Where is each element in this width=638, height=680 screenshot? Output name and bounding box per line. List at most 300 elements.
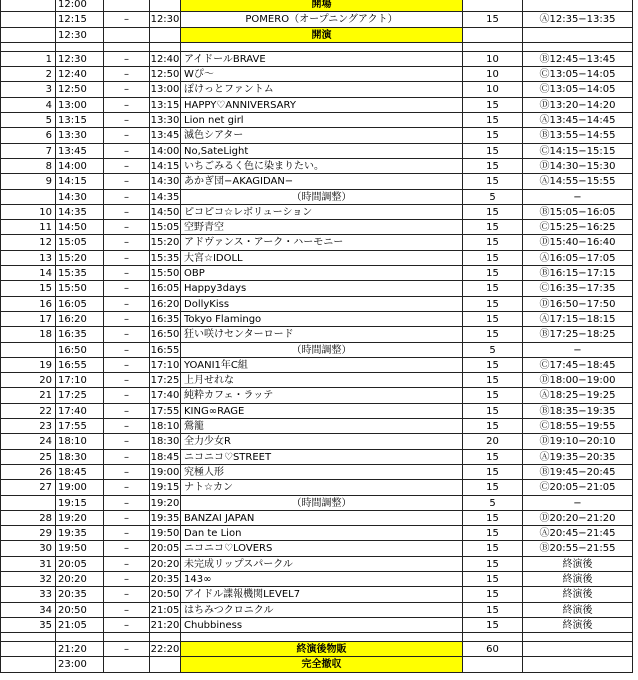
performer-name-cell: 狂い咲けセンターロード bbox=[181, 327, 463, 342]
merch-slot-cell: Ⓓ14:30−15:30 bbox=[523, 159, 633, 174]
performer-name-cell: いちごみるく色に染まりたい。 bbox=[181, 159, 463, 174]
duration-cell: 15 bbox=[463, 220, 523, 235]
end-time-cell: 15:20 bbox=[150, 235, 181, 250]
performer-name-cell: DollyKiss bbox=[181, 297, 463, 312]
duration-cell: 5 bbox=[463, 343, 523, 358]
timetable-row bbox=[0, 98, 638, 113]
duration-cell: 15 bbox=[463, 603, 523, 618]
spacer-row bbox=[0, 43, 638, 52]
merch-slot-cell: 終演後 bbox=[523, 603, 633, 618]
end-time-cell: 18:10 bbox=[150, 419, 181, 434]
merch-slot-cell: Ⓑ12:45−13:45 bbox=[523, 52, 633, 67]
merch-slot-cell: Ⓒ18:55−19:55 bbox=[523, 419, 633, 434]
row-number-cell: 14 bbox=[0, 266, 56, 281]
dash-cell: – bbox=[104, 113, 150, 128]
timetable-row bbox=[0, 587, 638, 602]
timetable-row bbox=[0, 434, 638, 449]
duration-cell bbox=[463, 28, 523, 43]
merch-slot-cell: 終演後 bbox=[523, 557, 633, 572]
row-number-cell: 5 bbox=[0, 113, 56, 128]
start-time-cell: 14:35 bbox=[56, 205, 104, 220]
end-time-cell: 13:30 bbox=[150, 113, 181, 128]
performer-name-cell: 開演 bbox=[181, 28, 463, 43]
merch-slot-cell: Ⓑ15:05−16:05 bbox=[523, 205, 633, 220]
merch-slot-cell: Ⓒ13:05−14:05 bbox=[523, 82, 633, 97]
start-time-cell: 12:40 bbox=[56, 67, 104, 82]
duration-cell: 15 bbox=[463, 572, 523, 587]
timetable-row bbox=[0, 404, 638, 419]
dash-cell: – bbox=[104, 404, 150, 419]
duration-cell: 15 bbox=[463, 312, 523, 327]
duration-cell: 20 bbox=[463, 434, 523, 449]
performer-name-cell: 全力少女R bbox=[181, 434, 463, 449]
duration-cell: 15 bbox=[463, 266, 523, 281]
performer-name-cell: （時間調整） bbox=[181, 496, 463, 511]
empty-cell bbox=[104, 43, 150, 52]
merch-slot-cell bbox=[523, 642, 633, 657]
performer-name-cell: 滅色シアター bbox=[181, 128, 463, 143]
duration-cell: 5 bbox=[463, 496, 523, 511]
start-time-cell: 18:30 bbox=[56, 450, 104, 465]
merch-slot-cell: − bbox=[523, 496, 633, 511]
start-time-cell: 12:30 bbox=[56, 52, 104, 67]
duration-cell: 15 bbox=[463, 205, 523, 220]
timetable-row bbox=[0, 251, 638, 266]
duration-cell: 10 bbox=[463, 52, 523, 67]
timetable-row bbox=[0, 388, 638, 403]
dash-cell: – bbox=[104, 419, 150, 434]
performer-name-cell: Dan te Lion bbox=[181, 526, 463, 541]
timetable-row bbox=[0, 144, 638, 159]
merch-slot-cell: Ⓑ16:15−17:15 bbox=[523, 266, 633, 281]
row-number-cell: 10 bbox=[0, 205, 56, 220]
duration-cell: 15 bbox=[463, 98, 523, 113]
row-number-cell: 19 bbox=[0, 358, 56, 373]
duration-cell: 15 bbox=[463, 297, 523, 312]
end-time-cell: 19:00 bbox=[150, 465, 181, 480]
row-number-cell bbox=[0, 343, 56, 358]
dash-cell: – bbox=[104, 480, 150, 495]
performer-name-cell: アイドールBRAVE bbox=[181, 52, 463, 67]
dash-cell: – bbox=[104, 557, 150, 572]
dash-cell: – bbox=[104, 144, 150, 159]
empty-cell bbox=[523, 633, 633, 642]
dash-cell: – bbox=[104, 526, 150, 541]
merch-slot-cell: Ⓓ18:00−19:00 bbox=[523, 373, 633, 388]
performer-name-cell: Happy3days bbox=[181, 281, 463, 296]
empty-cell bbox=[150, 633, 181, 642]
duration-cell: 15 bbox=[463, 113, 523, 128]
merch-slot-cell: 終演後 bbox=[523, 587, 633, 602]
dash-cell: – bbox=[104, 373, 150, 388]
row-number-cell: 3 bbox=[0, 82, 56, 97]
duration-cell: 15 bbox=[463, 144, 523, 159]
performer-name-cell: はちみつクロニクル bbox=[181, 603, 463, 618]
duration-cell: 10 bbox=[463, 67, 523, 82]
row-number-cell: 34 bbox=[0, 603, 56, 618]
end-time-cell: 20:35 bbox=[150, 572, 181, 587]
dash-cell: – bbox=[104, 343, 150, 358]
timetable-row bbox=[0, 174, 638, 189]
end-time-cell: 21:05 bbox=[150, 603, 181, 618]
start-time-cell: 12:50 bbox=[56, 82, 104, 97]
merch-slot-cell: Ⓓ16:50−17:50 bbox=[523, 297, 633, 312]
end-time-cell: 19:20 bbox=[150, 496, 181, 511]
timetable-row bbox=[0, 52, 638, 67]
row-number-cell: 9 bbox=[0, 174, 56, 189]
duration-cell: 15 bbox=[463, 373, 523, 388]
duration-cell: 60 bbox=[463, 642, 523, 657]
spacer-row bbox=[0, 633, 638, 642]
row-number-cell: 16 bbox=[0, 297, 56, 312]
row-number-cell: 2 bbox=[0, 67, 56, 82]
start-time-cell: 20:05 bbox=[56, 557, 104, 572]
timetable-row bbox=[0, 603, 638, 618]
performer-name-cell: アドヴァンス・アーク・ハーモニー bbox=[181, 235, 463, 250]
empty-cell bbox=[181, 43, 463, 52]
start-time-cell: 19:15 bbox=[56, 496, 104, 511]
performer-name-cell: BANZAI JAPAN bbox=[181, 511, 463, 526]
performer-name-cell: あかぎ団−AKAGIDAN− bbox=[181, 174, 463, 189]
timetable-row bbox=[0, 465, 638, 480]
performer-name-cell: Lion net girl bbox=[181, 113, 463, 128]
merch-slot-cell: 終演後 bbox=[523, 572, 633, 587]
timetable-row bbox=[0, 235, 638, 250]
end-time-cell: 13:00 bbox=[150, 82, 181, 97]
timetable-row bbox=[0, 266, 638, 281]
merch-slot-cell: Ⓓ19:10−20:10 bbox=[523, 434, 633, 449]
timetable-row bbox=[0, 572, 638, 587]
dash-cell: – bbox=[104, 541, 150, 556]
end-time-cell: 17:25 bbox=[150, 373, 181, 388]
timetable-row bbox=[0, 358, 638, 373]
timetable-row bbox=[0, 312, 638, 327]
merch-slot-cell: Ⓑ18:35−19:35 bbox=[523, 404, 633, 419]
duration-cell: 15 bbox=[463, 251, 523, 266]
merch-slot-cell: Ⓐ17:15−18:15 bbox=[523, 312, 633, 327]
end-time-cell: 17:40 bbox=[150, 388, 181, 403]
timetable-row bbox=[0, 12, 638, 27]
performer-name-cell: ニコニコ♡LOVERS bbox=[181, 541, 463, 556]
merch-slot-cell: Ⓐ12:35−13:35 bbox=[523, 12, 633, 27]
row-number-cell: 12 bbox=[0, 235, 56, 250]
row-number-cell: 23 bbox=[0, 419, 56, 434]
timetable-row bbox=[0, 205, 638, 220]
end-time-cell: 13:45 bbox=[150, 128, 181, 143]
dash-cell: – bbox=[104, 251, 150, 266]
performer-name-cell: 大宮☆IDOLL bbox=[181, 251, 463, 266]
empty-cell bbox=[56, 43, 104, 52]
dash-cell: – bbox=[104, 465, 150, 480]
start-time-cell: 20:50 bbox=[56, 603, 104, 618]
timetable-row bbox=[0, 28, 638, 43]
row-number-cell: 15 bbox=[0, 281, 56, 296]
row-number-cell bbox=[0, 496, 56, 511]
start-time-cell: 13:30 bbox=[56, 128, 104, 143]
timetable-row bbox=[0, 190, 638, 205]
dash-cell: – bbox=[104, 297, 150, 312]
start-time-cell: 13:00 bbox=[56, 98, 104, 113]
timetable-row bbox=[0, 450, 638, 465]
timetable-row bbox=[0, 220, 638, 235]
start-time-cell: 12:15 bbox=[56, 12, 104, 27]
end-time-cell: 18:30 bbox=[150, 434, 181, 449]
end-time-cell: 20:20 bbox=[150, 557, 181, 572]
merch-slot-cell: Ⓒ15:25−16:25 bbox=[523, 220, 633, 235]
merch-slot-cell: Ⓒ13:05−14:05 bbox=[523, 67, 633, 82]
duration-cell: 10 bbox=[463, 82, 523, 97]
start-time-cell: 14:00 bbox=[56, 159, 104, 174]
merch-slot-cell: Ⓑ17:25−18:25 bbox=[523, 327, 633, 342]
dash-cell: – bbox=[104, 12, 150, 27]
row-number-cell: 25 bbox=[0, 450, 56, 465]
start-time-cell: 12:00 bbox=[56, 0, 104, 12]
end-time-cell: 19:15 bbox=[150, 480, 181, 495]
timetable-row bbox=[0, 657, 638, 672]
row-number-cell: 13 bbox=[0, 251, 56, 266]
dash-cell: – bbox=[104, 572, 150, 587]
start-time-cell: 19:50 bbox=[56, 541, 104, 556]
end-time-cell: 17:55 bbox=[150, 404, 181, 419]
performer-name-cell: POMERO（オープニングアクト） bbox=[181, 12, 463, 27]
performer-name-cell: 未完成リップスパークル bbox=[181, 557, 463, 572]
performer-name-cell: KING∞RAGE bbox=[181, 404, 463, 419]
dash-cell bbox=[104, 657, 150, 672]
dash-cell: – bbox=[104, 587, 150, 602]
dash-cell: – bbox=[104, 82, 150, 97]
timetable-row bbox=[0, 541, 638, 556]
dash-cell: – bbox=[104, 496, 150, 511]
timetable-row bbox=[0, 297, 638, 312]
row-number-cell: 7 bbox=[0, 144, 56, 159]
end-time-cell bbox=[150, 0, 181, 12]
duration-cell: 15 bbox=[463, 526, 523, 541]
row-number-cell: 33 bbox=[0, 587, 56, 602]
dash-cell: – bbox=[104, 159, 150, 174]
row-number-cell: 29 bbox=[0, 526, 56, 541]
start-time-cell: 14:15 bbox=[56, 174, 104, 189]
start-time-cell: 16:55 bbox=[56, 358, 104, 373]
empty-cell bbox=[523, 43, 633, 52]
merch-slot-cell: Ⓐ16:05−17:05 bbox=[523, 251, 633, 266]
merch-slot-cell: Ⓒ16:35−17:35 bbox=[523, 281, 633, 296]
empty-cell bbox=[56, 633, 104, 642]
empty-cell bbox=[181, 633, 463, 642]
duration-cell: 15 bbox=[463, 174, 523, 189]
merch-slot-cell: Ⓒ20:05−21:05 bbox=[523, 480, 633, 495]
end-time-cell: 14:00 bbox=[150, 144, 181, 159]
start-time-cell: 12:30 bbox=[56, 28, 104, 43]
duration-cell: 15 bbox=[463, 480, 523, 495]
performer-name-cell: 鶯籠 bbox=[181, 419, 463, 434]
start-time-cell: 17:40 bbox=[56, 404, 104, 419]
performer-name-cell: Wぴ〜 bbox=[181, 67, 463, 82]
dash-cell: – bbox=[104, 67, 150, 82]
row-number-cell bbox=[0, 12, 56, 27]
row-number-cell bbox=[0, 0, 56, 12]
row-number-cell: 24 bbox=[0, 434, 56, 449]
start-time-cell: 19:20 bbox=[56, 511, 104, 526]
start-time-cell: 15:50 bbox=[56, 281, 104, 296]
dash-cell bbox=[104, 0, 150, 12]
merch-slot-cell: Ⓐ20:45−21:45 bbox=[523, 526, 633, 541]
start-time-cell: 13:15 bbox=[56, 113, 104, 128]
start-time-cell: 14:50 bbox=[56, 220, 104, 235]
duration-cell: 15 bbox=[463, 281, 523, 296]
performer-name-cell: ぽけっとファントム bbox=[181, 82, 463, 97]
empty-cell bbox=[463, 43, 523, 52]
performer-name-cell: 143∞ bbox=[181, 572, 463, 587]
dash-cell: – bbox=[104, 358, 150, 373]
timetable-row bbox=[0, 128, 638, 143]
timetable-row bbox=[0, 557, 638, 572]
duration-cell bbox=[463, 657, 523, 672]
row-number-cell: 31 bbox=[0, 557, 56, 572]
performer-name-cell: HAPPY♡ANNIVERSARY bbox=[181, 98, 463, 113]
duration-cell bbox=[463, 0, 523, 12]
dash-cell: – bbox=[104, 220, 150, 235]
start-time-cell: 18:10 bbox=[56, 434, 104, 449]
end-time-cell: 12:30 bbox=[150, 12, 181, 27]
dash-cell: – bbox=[104, 98, 150, 113]
dash-cell: – bbox=[104, 281, 150, 296]
duration-cell: 15 bbox=[463, 541, 523, 556]
row-number-cell: 4 bbox=[0, 98, 56, 113]
start-time-cell: 15:05 bbox=[56, 235, 104, 250]
end-time-cell: 17:10 bbox=[150, 358, 181, 373]
timetable-row bbox=[0, 373, 638, 388]
row-number-cell: 17 bbox=[0, 312, 56, 327]
end-time-cell: 16:20 bbox=[150, 297, 181, 312]
row-number-cell: 27 bbox=[0, 480, 56, 495]
dash-cell: – bbox=[104, 174, 150, 189]
end-time-cell: 15:05 bbox=[150, 220, 181, 235]
performer-name-cell: Chubbiness bbox=[181, 618, 463, 633]
performer-name-cell: No,SateLight bbox=[181, 144, 463, 159]
row-number-cell: 21 bbox=[0, 388, 56, 403]
start-time-cell: 13:45 bbox=[56, 144, 104, 159]
merch-slot-cell: Ⓐ18:25−19:25 bbox=[523, 388, 633, 403]
timetable-row bbox=[0, 113, 638, 128]
dash-cell: – bbox=[104, 205, 150, 220]
start-time-cell: 20:35 bbox=[56, 587, 104, 602]
performer-name-cell: （時間調整） bbox=[181, 343, 463, 358]
merch-slot-cell: Ⓐ14:55−15:55 bbox=[523, 174, 633, 189]
performer-name-cell: ピコピコ☆レボリューション bbox=[181, 205, 463, 220]
merch-slot-cell: Ⓐ19:35−20:35 bbox=[523, 450, 633, 465]
timetable-row bbox=[0, 480, 638, 495]
timetable-row bbox=[0, 281, 638, 296]
row-number-cell: 30 bbox=[0, 541, 56, 556]
end-time-cell: 16:05 bbox=[150, 281, 181, 296]
timetable-row bbox=[0, 82, 638, 97]
start-time-cell: 18:45 bbox=[56, 465, 104, 480]
timetable-row bbox=[0, 526, 638, 541]
duration-cell: 15 bbox=[463, 327, 523, 342]
duration-cell: 15 bbox=[463, 450, 523, 465]
timetable-row bbox=[0, 0, 638, 12]
row-number-cell bbox=[0, 190, 56, 205]
end-time-cell: 14:15 bbox=[150, 159, 181, 174]
row-number-cell: 32 bbox=[0, 572, 56, 587]
merch-slot-cell: Ⓓ20:20−21:20 bbox=[523, 511, 633, 526]
performer-name-cell: 空野青空 bbox=[181, 220, 463, 235]
row-number-cell: 6 bbox=[0, 128, 56, 143]
start-time-cell: 17:55 bbox=[56, 419, 104, 434]
duration-cell: 15 bbox=[463, 587, 523, 602]
start-time-cell: 21:05 bbox=[56, 618, 104, 633]
row-number-cell bbox=[0, 642, 56, 657]
merch-slot-cell: 終演後 bbox=[523, 618, 633, 633]
timetable-row bbox=[0, 67, 638, 82]
performer-name-cell: ニコニコ♡STREET bbox=[181, 450, 463, 465]
dash-cell: – bbox=[104, 327, 150, 342]
duration-cell: 15 bbox=[463, 12, 523, 27]
start-time-cell: 17:25 bbox=[56, 388, 104, 403]
end-time-cell: 20:50 bbox=[150, 587, 181, 602]
performer-name-cell: 終演後物販 bbox=[181, 642, 463, 657]
row-number-cell: 18 bbox=[0, 327, 56, 342]
performer-name-cell: ナト☆カン bbox=[181, 480, 463, 495]
row-number-cell: 26 bbox=[0, 465, 56, 480]
duration-cell: 15 bbox=[463, 419, 523, 434]
end-time-cell: 14:35 bbox=[150, 190, 181, 205]
end-time-cell: 22:20 bbox=[150, 642, 181, 657]
end-time-cell: 18:45 bbox=[150, 450, 181, 465]
start-time-cell: 21:20 bbox=[56, 642, 104, 657]
performer-name-cell: 開場 bbox=[181, 0, 463, 12]
duration-cell: 15 bbox=[463, 404, 523, 419]
duration-cell: 15 bbox=[463, 465, 523, 480]
start-time-cell: 15:20 bbox=[56, 251, 104, 266]
performer-name-cell: 純粋カフェ・ラッテ bbox=[181, 388, 463, 403]
duration-cell: 15 bbox=[463, 388, 523, 403]
end-time-cell: 19:50 bbox=[150, 526, 181, 541]
end-time-cell: 14:50 bbox=[150, 205, 181, 220]
end-time-cell: 16:35 bbox=[150, 312, 181, 327]
row-number-cell bbox=[0, 28, 56, 43]
row-number-cell: 1 bbox=[0, 52, 56, 67]
row-number-cell: 20 bbox=[0, 373, 56, 388]
end-time-cell bbox=[150, 28, 181, 43]
duration-cell: 15 bbox=[463, 128, 523, 143]
start-time-cell: 23:00 bbox=[56, 657, 104, 672]
end-time-cell: 20:05 bbox=[150, 541, 181, 556]
merch-slot-cell: Ⓐ13:45−14:45 bbox=[523, 113, 633, 128]
merch-slot-cell: Ⓒ17:45−18:45 bbox=[523, 358, 633, 373]
row-number-cell: 35 bbox=[0, 618, 56, 633]
start-time-cell: 16:50 bbox=[56, 343, 104, 358]
performer-name-cell: アイドル諜報機関LEVEL7 bbox=[181, 587, 463, 602]
start-time-cell: 15:35 bbox=[56, 266, 104, 281]
start-time-cell: 20:20 bbox=[56, 572, 104, 587]
end-time-cell: 15:35 bbox=[150, 251, 181, 266]
empty-cell bbox=[463, 633, 523, 642]
timetable-row bbox=[0, 642, 638, 657]
timetable-row bbox=[0, 419, 638, 434]
start-time-cell: 17:10 bbox=[56, 373, 104, 388]
merch-slot-cell: Ⓑ13:55−14:55 bbox=[523, 128, 633, 143]
dash-cell: – bbox=[104, 52, 150, 67]
end-time-cell: 13:15 bbox=[150, 98, 181, 113]
timetable-row bbox=[0, 343, 638, 358]
start-time-cell: 16:20 bbox=[56, 312, 104, 327]
row-number-cell bbox=[0, 657, 56, 672]
row-number-cell: 8 bbox=[0, 159, 56, 174]
merch-slot-cell bbox=[523, 0, 633, 12]
performer-name-cell: Tokyo Flamingo bbox=[181, 312, 463, 327]
dash-cell: – bbox=[104, 266, 150, 281]
